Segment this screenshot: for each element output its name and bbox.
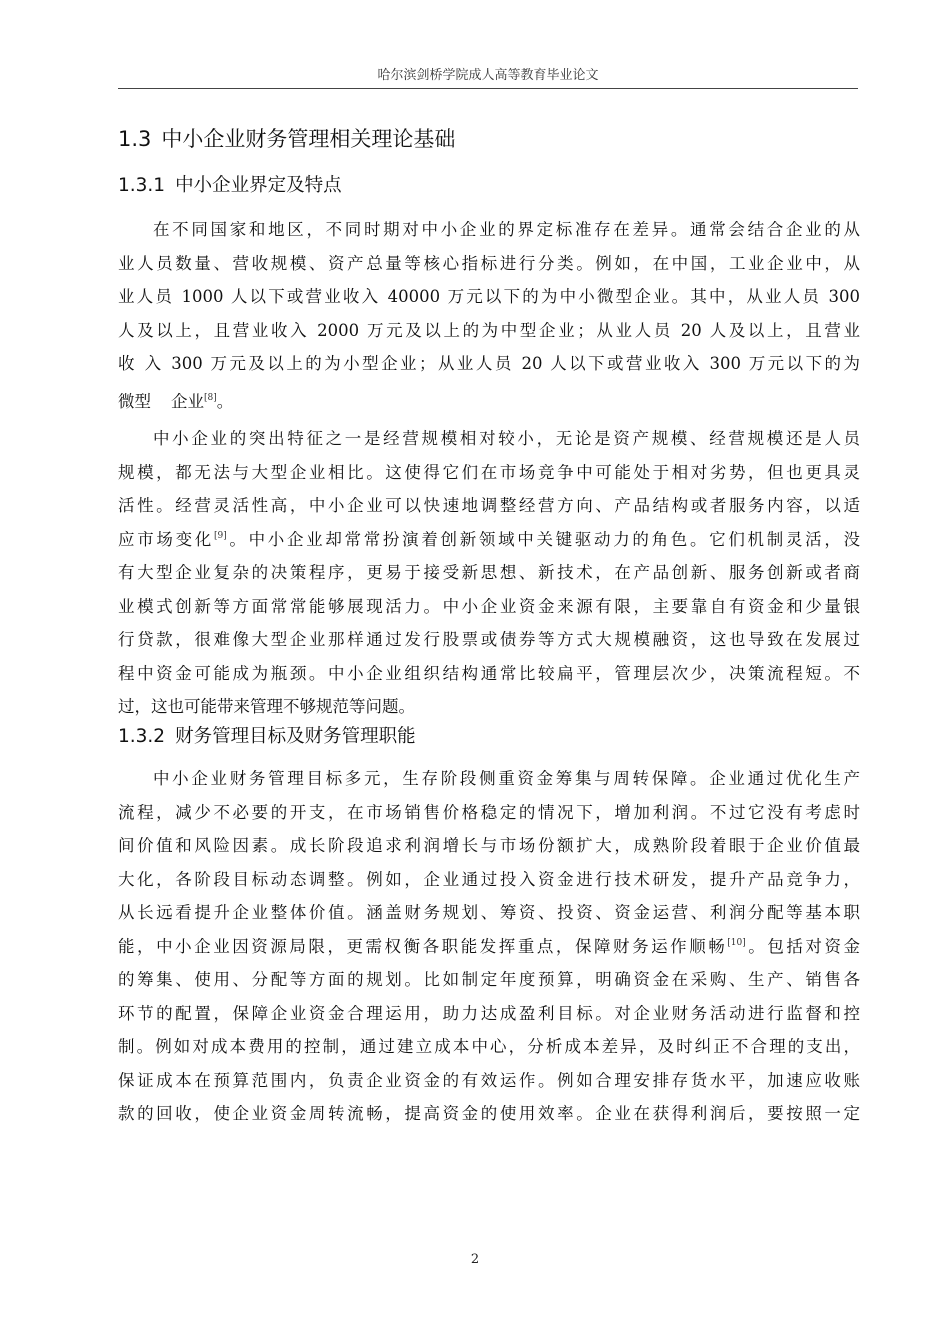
text-fragment: 企业 [171, 391, 204, 411]
text-line: 款的回收，使企业资金周转流畅，提高资金的使用效率。企业在获得利润后，要按照一定 [118, 1104, 860, 1123]
section-title: 中小企业财务管理相关理论基础 [161, 127, 456, 151]
text-line: 环节的配置，保障企业资金合理运用，助力达成盈利目标。对企业财务活动进行监督和控 [118, 1003, 860, 1023]
text-line: 收 入 300 万元及以上的为小型企业；从业人员 20 人以下或营业收入 300 万元以下的为 [118, 354, 860, 373]
subsection-number: 1.3.2 [118, 726, 166, 747]
text-line [118, 381, 860, 423]
header-divider [118, 88, 858, 89]
text-line: 的筹集、使用、分配等方面的规划。比如制定年度预算，明确资金在采购、生产、销售各 [118, 970, 860, 989]
text-line: 业人员 1000 人以下或营业收入 40000 万元以下的为中小微型企业。其中，从业人员 300 [118, 287, 860, 306]
text-line: 中小企业财务管理目标多元，生存阶段侧重资金筹集与周转保障。企业通过优化生产 [153, 769, 860, 788]
text-line: 保证成本在预算范围内，负责企业资金的有效运作。例如合理安排存货水平，加速应收账 [118, 1070, 860, 1090]
text-fragment: 能，中小企业因资源局限，更需权衡各职能发挥重点，保障财务运作顺畅 [118, 936, 728, 956]
text-fragment: 微型 [118, 391, 151, 411]
text-fragment: 。中小企业却常常扮演着创新领域中关键驱动力的角色。它们机制灵活，没 [226, 529, 861, 549]
text-line: 有大型企业复杂的决策程序，更易于接受新思想、新技术，在产品创新、服务创新或者商 [118, 563, 860, 582]
text-line: 活性。经营灵活性高，中小企业可以快速地调整经营方向、产品结构或者服务内容，以适 [118, 496, 860, 515]
text-line: 规模，都无法与大型企业相比。这使得它们在市场竞争中可能处于相对劣势，但也更具灵 [118, 462, 860, 482]
text-fragment: 。包括对资金 [745, 936, 861, 956]
subsection-title: 中小企业界定及特点 [175, 175, 342, 196]
subsection-heading-1-3-1 [118, 170, 342, 202]
page-number: 2 [470, 1252, 480, 1267]
subsection-number: 1.3.1 [118, 175, 166, 196]
paragraph-sme-definition [118, 213, 860, 423]
text-line: 业人员数量、营收规模、资产总量等核心指标进行分类。例如，在中国，工业企业中，从 [118, 253, 860, 273]
text-line: 中小企业的突出特征之一是经营规模相对较小，无论是资产规模、经营规模还是人员 [153, 429, 860, 448]
text-line: 从长远看提升企业整体价值。涵盖财务规划、筹资、投资、资金运营、利润分配等基本职 [118, 903, 860, 922]
subsection-title: 财务管理目标及财务管理职能 [175, 726, 416, 747]
text-fragment: 。 [216, 391, 234, 411]
text-line: 间价值和风险因素。成长阶段追求利润增长与市场份额扩大，成熟阶段着眼于企业价值最 [118, 836, 860, 855]
text-line [118, 523, 860, 557]
text-line: 在不同国家和地区，不同时期对中小企业的界定标准存在差异。通常会结合企业的从 [153, 220, 860, 239]
citation-marker: [10] [727, 937, 746, 948]
text-line: 制。例如对成本费用的控制，通过建立成本中心，分析成本差异，及时纠正不合理的支出， [118, 1037, 860, 1056]
paragraph-financial-goals [118, 762, 860, 1131]
paragraph-sme-characteristics [118, 422, 860, 724]
text-line: 过，这也可能带来管理不够规范等问题。 [118, 697, 415, 716]
text-line: 业模式创新等方面常常能够展现活力。中小企业资金来源有限，主要靠自有资金和少量银 [118, 596, 860, 616]
text-fragment: 应市场变化 [118, 529, 214, 549]
text-line [118, 930, 860, 964]
subsection-heading-1-3-2 [118, 721, 416, 753]
text-line: 程中资金可能成为瓶颈。中小企业组织结构通常比较扁平，管理层次少，决策流程短。不 [118, 663, 860, 683]
text-line: 人及以上，且营业收入 2000 万元及以上的为中型企业；从业人员 20 人及以上，且营业 [118, 320, 860, 340]
section-number: 1.3 [118, 127, 152, 151]
running-header: 哈尔滨剑桥学院成人高等教育毕业论文 [377, 68, 599, 83]
citation-marker: [9] [213, 530, 227, 541]
text-line: 流程，减少不必要的开支，在市场销售价格稳定的情况下，增加利润。不过它没有考虑时 [118, 802, 860, 822]
text-line: 大化，各阶段目标动态调整。例如，企业通过投入资金进行技术研发，提升产品竞争力， [118, 869, 860, 889]
section-heading-1-3 [118, 121, 455, 157]
citation-marker: [8] [204, 392, 217, 403]
text-line: 行贷款，很难像大型企业那样通过发行股票或债券等方式大规模融资，这也导致在发展过 [118, 630, 860, 649]
